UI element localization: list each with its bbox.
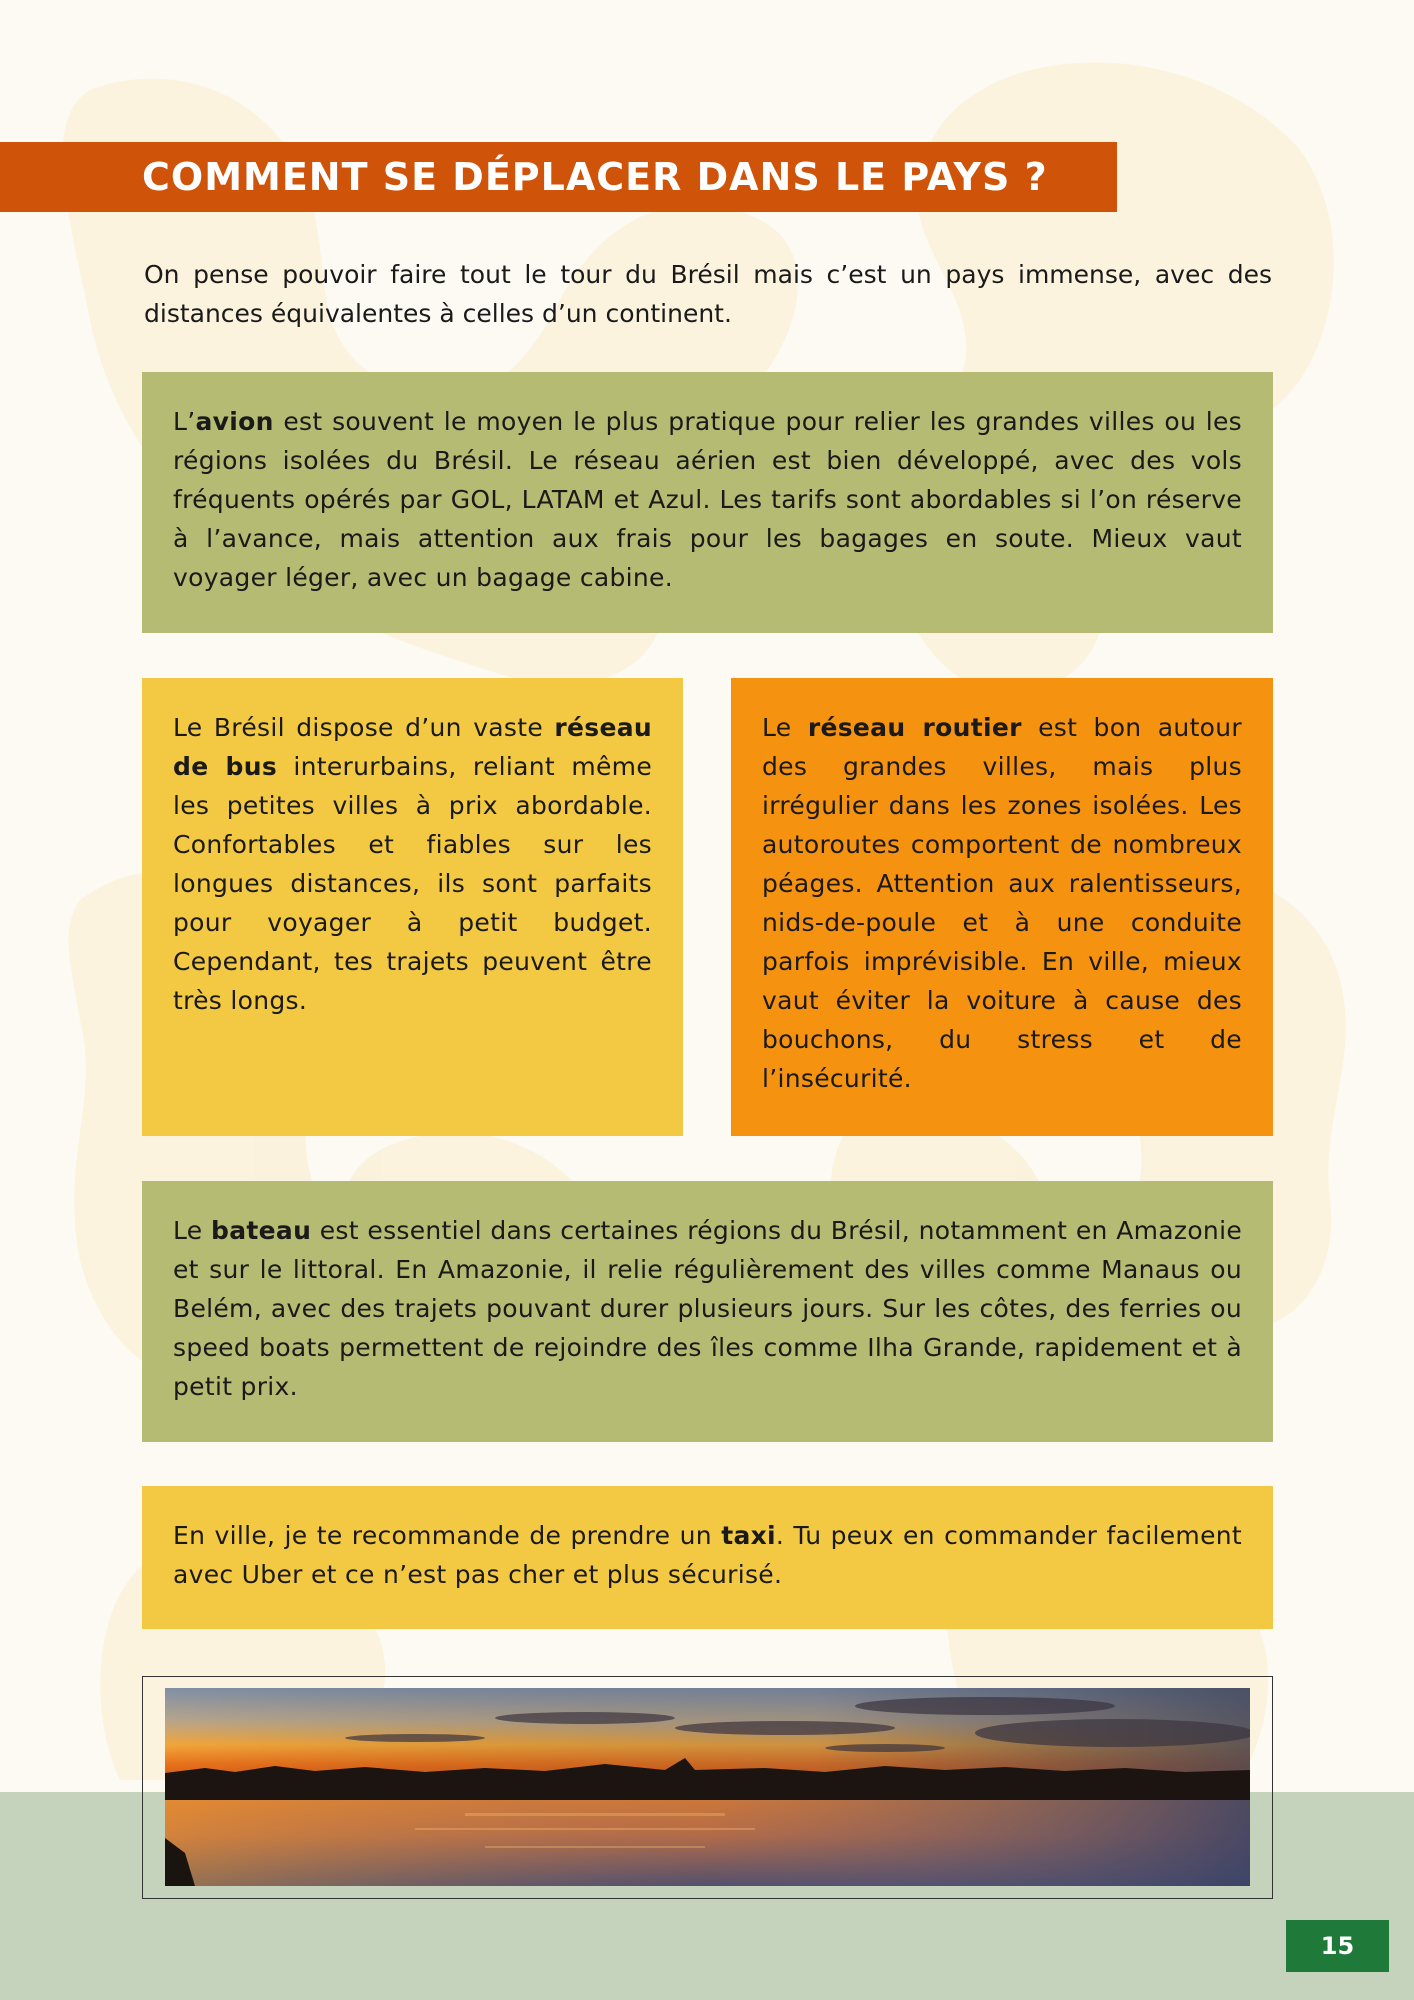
intro-paragraph bbox=[144, 255, 1272, 333]
airplane-text-after: est souvent le moyen le plus pratique pour relier les grandes villes ou les régions isolées du Brésil. Le réseau aérien est bien développé, avec des vols fréquents opérés par GOL, LATAM et Azul. Les tarifs sont abordables si l’on réserve à l’avance, mais attention aux frais pour les bagages en soute. Mieux vaut voyager léger, avec un bagage cabine. bbox=[173, 407, 1242, 592]
page-title: COMMENT SE DÉPLACER DANS LE PAYS ? bbox=[142, 155, 1048, 199]
boat-paragraph bbox=[173, 1211, 1242, 1406]
title-banner bbox=[0, 142, 1117, 212]
bus-paragraph bbox=[173, 708, 652, 1020]
page-number-badge bbox=[1286, 1920, 1389, 1972]
page-number: 15 bbox=[1320, 1932, 1355, 1960]
road-section bbox=[731, 678, 1273, 1136]
taxi-text-before: En ville, je te recommande de prendre un bbox=[173, 1521, 722, 1550]
road-keyword: réseau routier bbox=[807, 713, 1022, 742]
taxi-keyword: taxi bbox=[721, 1521, 776, 1550]
boat-text-after: est essentiel dans certaines régions du Brésil, notamment en Amazonie et sur le littoral. En Amazonie, il relie régulièrement des villes comme Manaus ou Belém, avec des trajets pouvant durer plusieurs jours. Sur les côtes, des ferries ou speed boats permettent de rejoindre des îles comme Ilha Grande, rapidement et à petit prix. bbox=[173, 1216, 1242, 1401]
road-text-after: est bon autour des grandes villes, mais plus irrégulier dans les zones isolées. Les autoroutes comportent de nombreux péages. Attention aux ralentisseurs, nids-de-poule et à une conduite parfois imprévisible. En ville, mieux vaut éviter la voiture à cause des bouchons, du stress et de l’insécurité. bbox=[762, 713, 1242, 1093]
taxi-paragraph bbox=[173, 1516, 1242, 1594]
intro-text: On pense pouvoir faire tout le tour du Brésil mais c’est un pays immense, avec des distances équivalentes à celles d’un continent. bbox=[144, 260, 1272, 328]
airplane-keyword: avion bbox=[195, 407, 274, 436]
sunset-river-photo bbox=[165, 1688, 1250, 1886]
taxi-text-after: . Tu peux en commander facilement avec Uber et ce n’est pas cher et plus sécurisé. bbox=[173, 1521, 1242, 1589]
bus-text-after: interurbains, reliant même les petites villes à prix abordable. Confortables et fiables sur les longues distances, ils sont parfaits pour voyager à petit budget. Cependant, tes trajets peuvent être très longs. bbox=[173, 752, 653, 1015]
taxi-section bbox=[142, 1486, 1273, 1629]
boat-keyword: bateau bbox=[211, 1216, 312, 1245]
airplane-text-before: L’ bbox=[173, 407, 196, 436]
boat-section bbox=[142, 1181, 1273, 1442]
road-text-before: Le bbox=[762, 713, 808, 742]
boat-text-before: Le bbox=[173, 1216, 212, 1245]
airplane-section bbox=[142, 372, 1273, 633]
bus-text-before: Le Brésil dispose d’un vaste bbox=[173, 713, 555, 742]
bus-keyword: réseau de bus bbox=[173, 713, 652, 781]
photo-frame bbox=[142, 1676, 1273, 1899]
airplane-paragraph bbox=[173, 402, 1242, 597]
road-paragraph bbox=[762, 708, 1242, 1098]
bus-section bbox=[142, 678, 683, 1136]
